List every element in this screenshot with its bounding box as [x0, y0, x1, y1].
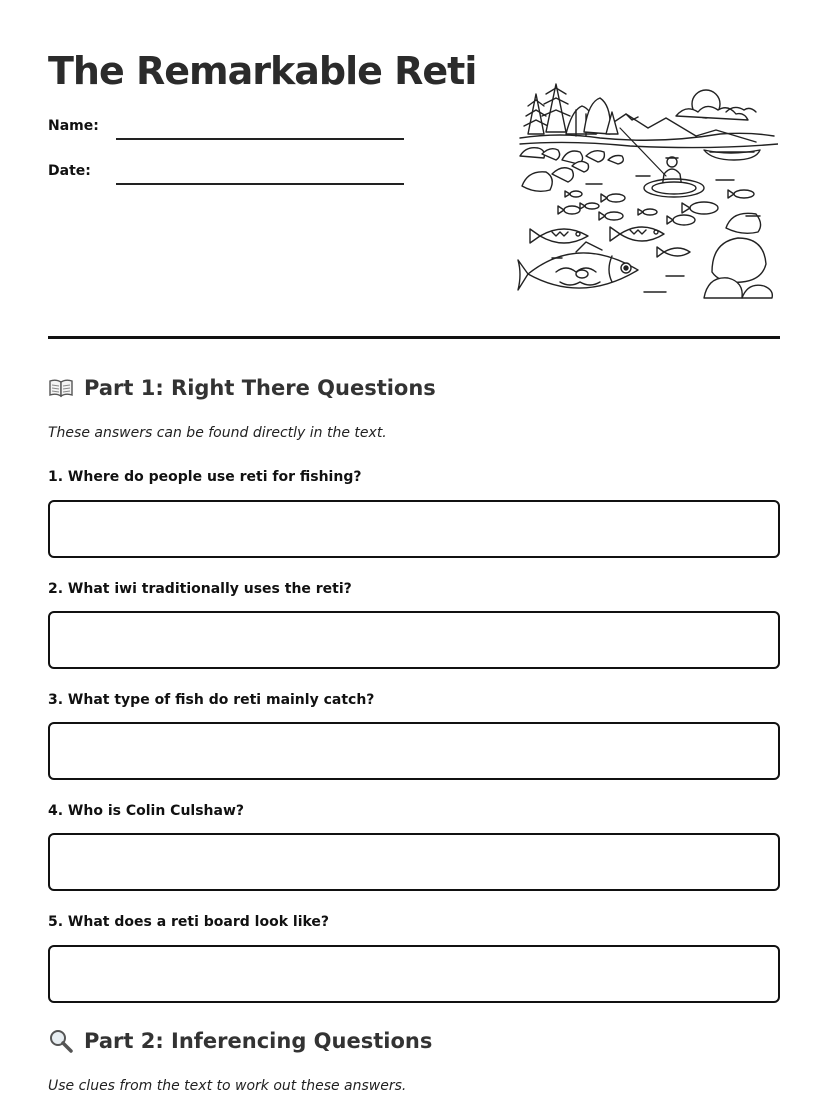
question-5-label: 5. What does a reti board look like? — [48, 914, 330, 930]
name-field — [48, 118, 408, 148]
question-4-label: 4. Who is Colin Culshaw? — [48, 803, 245, 819]
date-input-line[interactable] — [116, 183, 404, 185]
question-5-answer-box[interactable] — [48, 945, 780, 1003]
part1-heading — [48, 374, 436, 402]
question-2-answer-box[interactable] — [48, 611, 780, 669]
question-1-label: 1. Where do people use reti for fishing? — [48, 469, 362, 485]
part1-instructions: These answers can be found directly in the text. — [48, 425, 387, 441]
magnifying-glass-icon — [48, 1028, 74, 1054]
part2-instructions: Use clues from the text to work out these answers. — [48, 1078, 407, 1094]
page-title: The Remarkable Reti — [48, 49, 477, 93]
date-label: Date: — [48, 163, 91, 179]
question-3-answer-box[interactable] — [48, 722, 780, 780]
part2-heading-text: Part 2: Inferencing Questions — [84, 1029, 433, 1053]
question-1-answer-box[interactable] — [48, 500, 780, 558]
worksheet-page — [48, 0, 780, 1118]
river-fishing-illustration — [516, 76, 778, 308]
question-3-label: 3. What type of fish do reti mainly catch? — [48, 692, 375, 708]
question-4-answer-box[interactable] — [48, 833, 780, 891]
book-icon — [48, 375, 74, 401]
part2-heading — [48, 1027, 432, 1055]
date-field — [48, 163, 408, 193]
part1-heading-text: Part 1: Right There Questions — [84, 376, 436, 400]
header-divider — [48, 336, 780, 339]
question-2-label: 2. What iwi traditionally uses the reti? — [48, 581, 352, 597]
name-label: Name: — [48, 118, 99, 134]
name-input-line[interactable] — [116, 138, 404, 140]
